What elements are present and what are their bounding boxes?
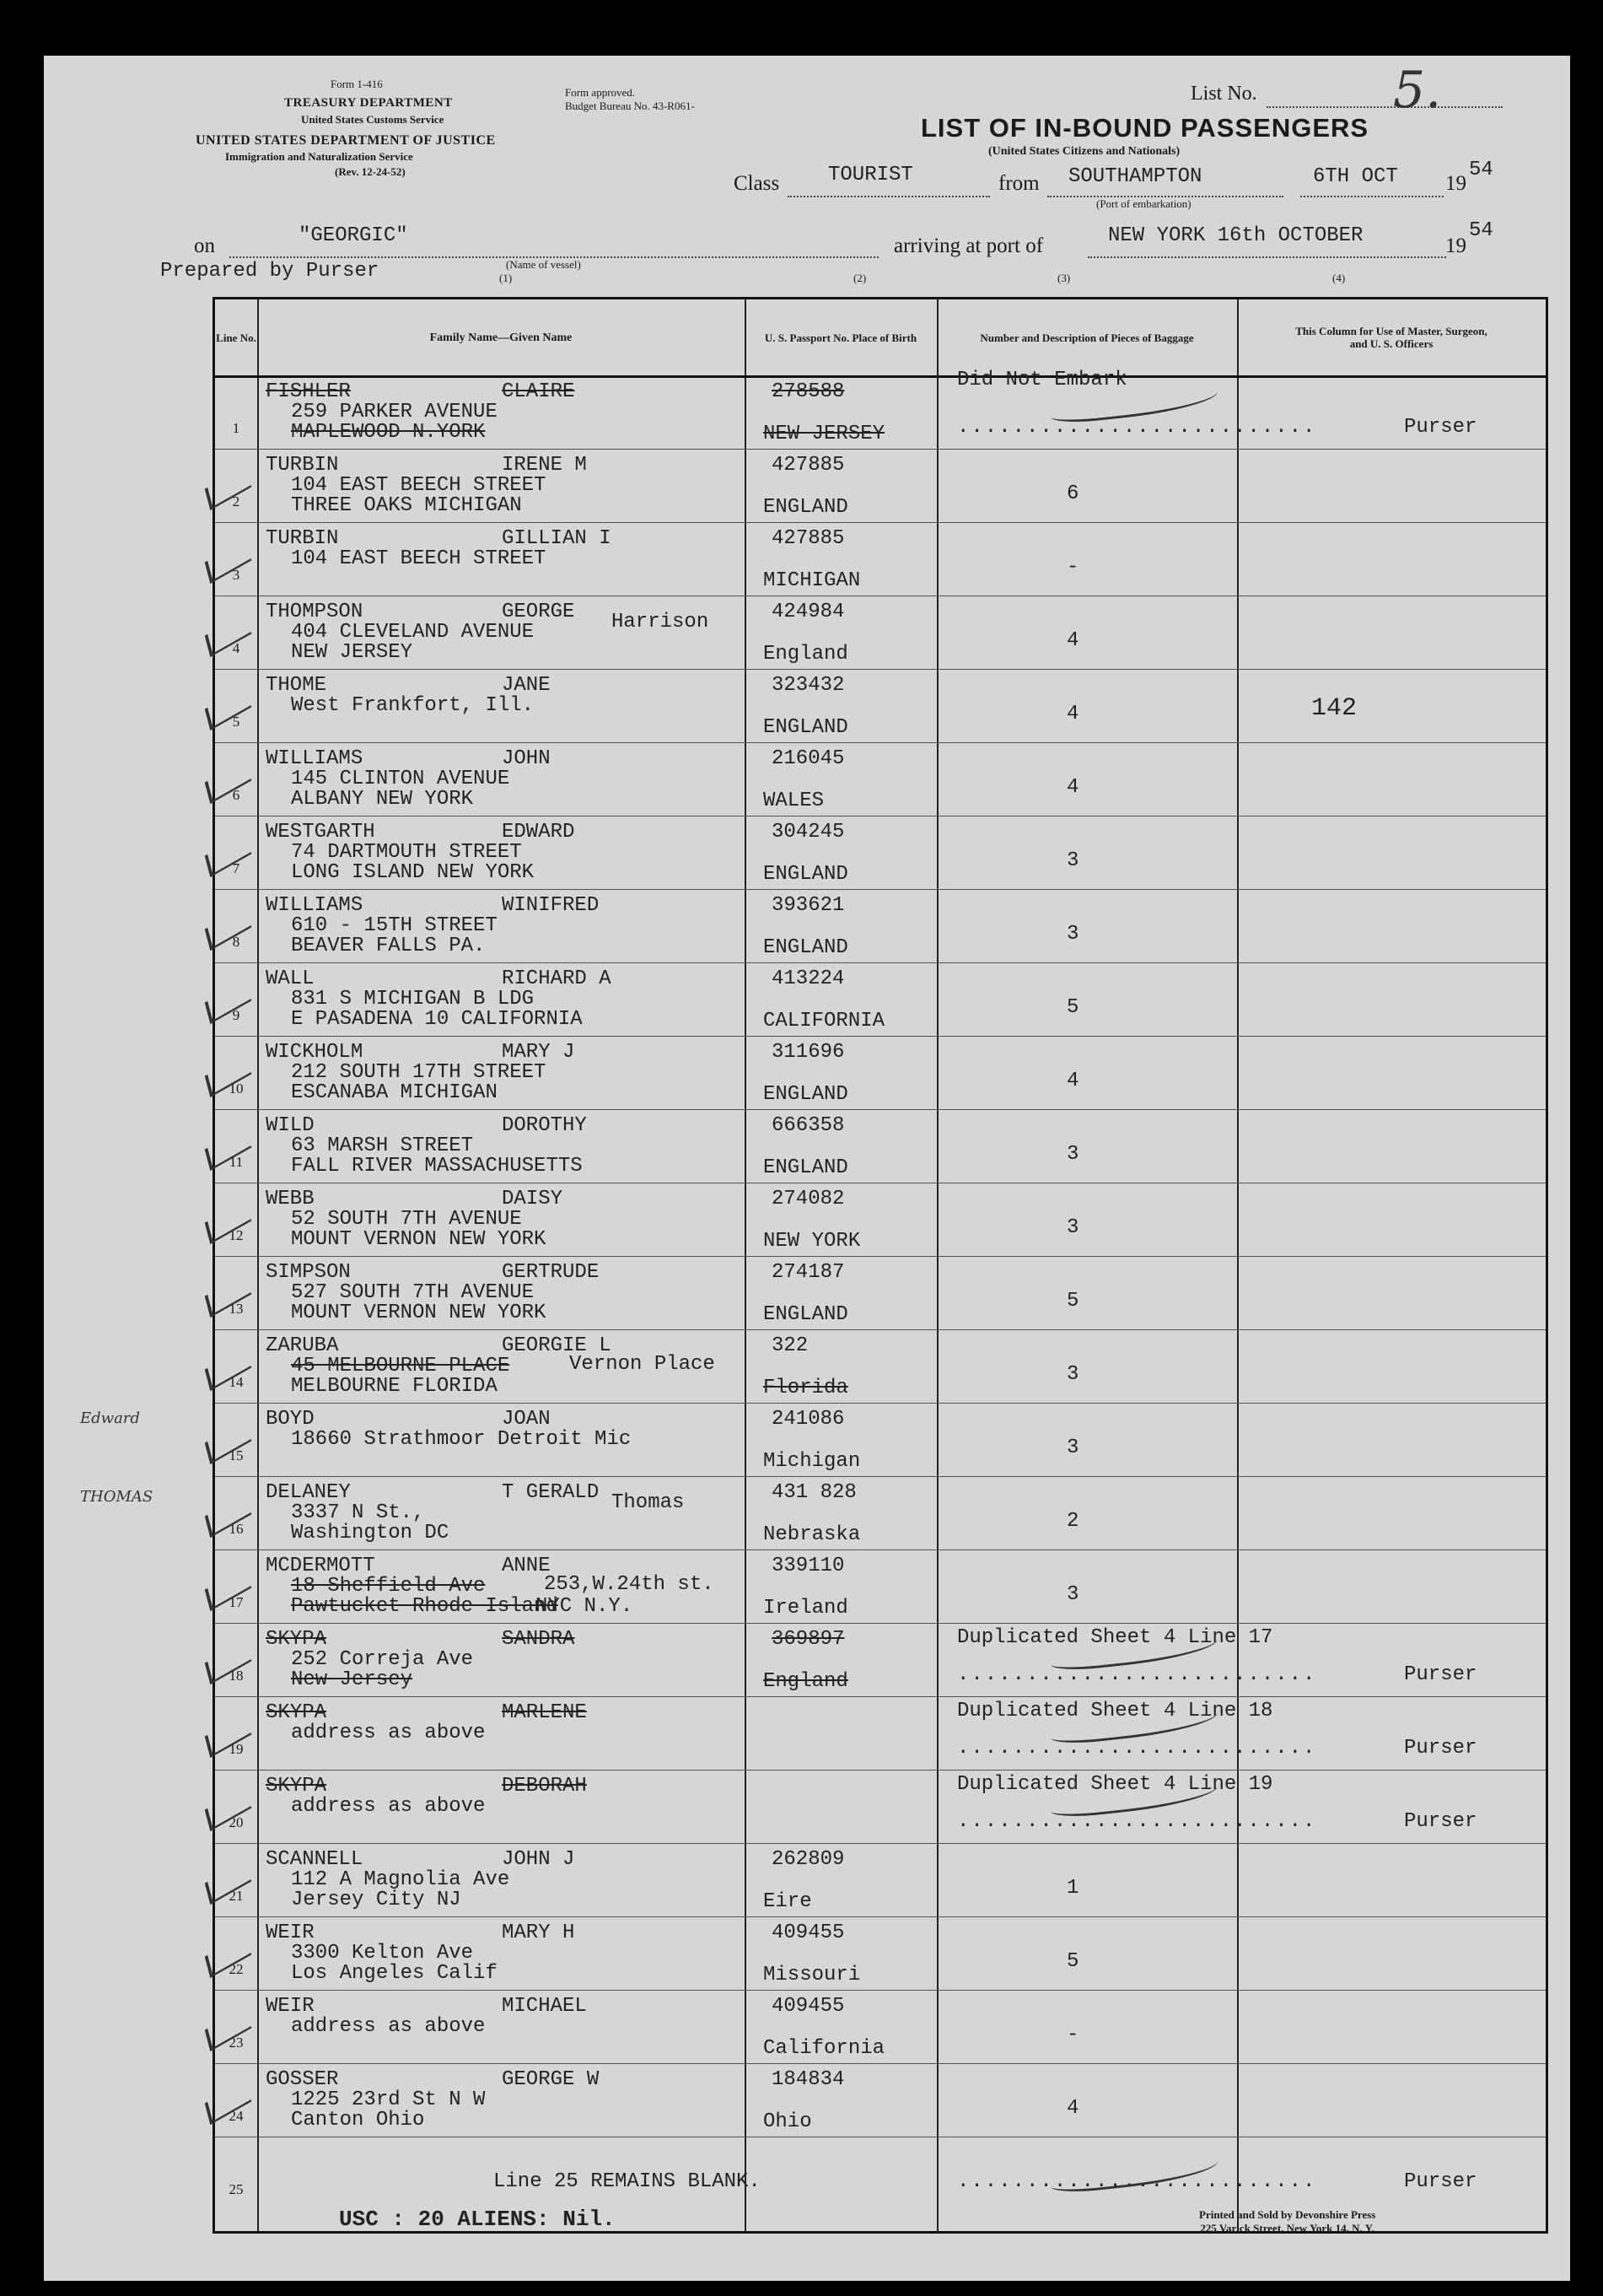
year-prefix: 19 xyxy=(1445,172,1466,195)
table-row xyxy=(215,1623,1546,1696)
row-rule xyxy=(215,1329,1546,1330)
address-line-1: 45 MELBOURNE PLACE xyxy=(291,1355,510,1377)
address-line-1: 3337 N St., xyxy=(291,1501,425,1524)
place-of-birth: Ohio xyxy=(763,2110,812,2133)
family-name: WEBB xyxy=(266,1188,315,1210)
family-name: SCANNELL xyxy=(266,1848,363,1871)
place-of-birth: England xyxy=(763,643,848,666)
address-line-1: address as above xyxy=(291,1722,486,1744)
row-rule xyxy=(215,962,1546,963)
place-of-birth: ENGLAND xyxy=(763,1083,848,1106)
name-addition: Harrison xyxy=(611,611,709,633)
passport-number: 427885 xyxy=(772,454,845,477)
name-addition: Thomas xyxy=(611,1491,685,1514)
family-name: SKYPA xyxy=(266,1701,327,1724)
passenger-table xyxy=(80,297,1548,2234)
line-number: 16 xyxy=(229,1521,244,1537)
row-rule xyxy=(215,816,1546,817)
given-name: MARLENE xyxy=(502,1701,587,1724)
address-line-1: 18 Sheffield Ave xyxy=(291,1575,486,1598)
given-name: T GERALD xyxy=(502,1481,600,1504)
purser-label: Purser xyxy=(1404,1663,1477,1686)
family-name: SKYPA xyxy=(266,1628,327,1651)
line-number: 10 xyxy=(229,1081,244,1097)
passport-number: 427885 xyxy=(772,527,845,550)
vessel-caption: (Name of vessel) xyxy=(506,258,581,271)
table-row xyxy=(215,1183,1546,1256)
given-name: MICHAEL xyxy=(502,1995,587,2018)
row-rule xyxy=(215,1770,1546,1771)
table-row xyxy=(215,889,1546,962)
line-number: 25 xyxy=(229,2181,244,2197)
family-name: WALL xyxy=(266,967,315,990)
address-line-1: 104 EAST BEECH STREET xyxy=(291,547,546,570)
line-number: 8 xyxy=(232,934,240,950)
table-row xyxy=(215,816,1546,889)
table-row xyxy=(215,1916,1546,1990)
address-line-2: Los Angeles Calif xyxy=(291,1962,498,1985)
row-rule xyxy=(215,1623,1546,1624)
address-line-2: NEW JERSEY xyxy=(291,641,413,664)
col-line-no: Line No. xyxy=(216,331,256,344)
table-row xyxy=(215,2063,1546,2137)
family-name: SKYPA xyxy=(266,1775,327,1797)
page-subtitle: (United States Citizens and Nationals) xyxy=(988,145,1181,158)
year-value: 54 xyxy=(1469,159,1493,181)
passport-number: 322 xyxy=(772,1334,809,1357)
on-label: on xyxy=(194,234,215,257)
family-name: WILLIAMS xyxy=(266,894,363,917)
baggage-count: 6 xyxy=(1067,482,1079,505)
budget-bureau: Budget Bureau No. 43-R061- xyxy=(565,100,695,112)
baggage-count: 3 xyxy=(1067,1143,1079,1166)
passport-number: 339110 xyxy=(772,1555,845,1577)
table-row xyxy=(215,1036,1546,1109)
line-number: 15 xyxy=(229,1447,244,1463)
baggage-count: - xyxy=(1067,556,1079,579)
usc-aliens: USC : 20 ALIENS: Nil. xyxy=(339,2207,616,2232)
table-row xyxy=(215,1770,1546,1843)
line-number: 1 xyxy=(232,420,240,436)
given-name: MARY H xyxy=(502,1921,575,1944)
family-name: WEIR xyxy=(266,1995,315,2018)
margin-annotation: THOMAS xyxy=(80,1488,153,1506)
place-of-birth: ENGLAND xyxy=(763,936,848,959)
col-officers: This Column for Use of Master, Surgeon, and U. S. Officers xyxy=(1295,325,1487,350)
given-name: GEORGE xyxy=(502,601,575,623)
address-line-2: ALBANY NEW YORK xyxy=(291,788,474,811)
passport-number: 413224 xyxy=(772,967,845,990)
purser-label: Purser xyxy=(1404,416,1477,439)
dotted-leader: .......................... xyxy=(957,1810,1317,1833)
line-number: 18 xyxy=(229,1668,244,1684)
family-name: WEIR xyxy=(266,1921,315,1944)
address-line-1: 18660 Strathmoor Detroit Mic xyxy=(291,1428,632,1451)
passport-number: 666358 xyxy=(772,1114,845,1137)
line-number: 24 xyxy=(229,2108,244,2124)
passport-number: 278588 xyxy=(772,380,845,403)
given-name: WINIFRED xyxy=(502,894,600,917)
dotted-leader: .......................... xyxy=(957,1737,1317,1760)
duplicate-note: Duplicated Sheet 4 Line 18 xyxy=(957,1700,1273,1722)
line-number: 4 xyxy=(232,640,240,656)
prepared-by: Prepared by Purser xyxy=(160,260,379,283)
baggage-count: 4 xyxy=(1067,2097,1079,2120)
baggage-count: 4 xyxy=(1067,776,1079,799)
list-no-label: List No. xyxy=(1191,83,1257,105)
baggage-count: 3 xyxy=(1067,1363,1079,1386)
baggage-count: 3 xyxy=(1067,923,1079,946)
place-of-birth: ENGLAND xyxy=(763,496,848,519)
printer-line-2: 225 Varick Street, New York 14, N. Y. xyxy=(1200,2222,1375,2234)
row-rule xyxy=(215,669,1546,670)
page-title: LIST OF IN-BOUND PASSENGERS xyxy=(921,113,1369,143)
address-line-2: THREE OAKS MICHIGAN xyxy=(291,494,522,517)
passport-number: 274187 xyxy=(772,1261,845,1284)
manifest-page xyxy=(44,56,1570,2281)
row-rule xyxy=(215,449,1546,450)
passport-number: 241086 xyxy=(772,1408,845,1431)
given-name: DAISY xyxy=(502,1188,563,1210)
row-rule xyxy=(215,1476,1546,1477)
passport-number: 409455 xyxy=(772,1921,845,1944)
baggage-count: 2 xyxy=(1067,1510,1079,1533)
caption-3: (3) xyxy=(1057,272,1071,284)
dotted-leader: .......................... xyxy=(957,1663,1317,1686)
place-of-birth: Ireland xyxy=(763,1597,848,1620)
given-name: DEBORAH xyxy=(502,1775,587,1797)
baggage-count: 1 xyxy=(1067,1877,1079,1900)
family-name: TURBIN xyxy=(266,527,339,550)
family-name: SIMPSON xyxy=(266,1261,351,1284)
address-line-1: 104 EAST BEECH STREET xyxy=(291,474,546,497)
revision: (Rev. 12-24-52) xyxy=(335,165,406,178)
baggage-count: 5 xyxy=(1067,1950,1079,1973)
baggage-count: - xyxy=(1067,2024,1079,2046)
family-name: THOMPSON xyxy=(266,601,363,623)
table-row xyxy=(215,369,1546,449)
class-value: TOURIST xyxy=(828,164,913,186)
table-row xyxy=(215,1696,1546,1770)
given-name: ANNE xyxy=(502,1555,551,1577)
address-line-2: BEAVER FALLS PA. xyxy=(291,935,486,957)
address-line-2: MAPLEWOOD N.YORK xyxy=(291,421,486,444)
table-row xyxy=(215,1843,1546,1916)
table-row xyxy=(215,1256,1546,1329)
col-baggage: Number and Description of Pieces of Baggage xyxy=(980,331,1194,344)
family-name: WESTGARTH xyxy=(266,821,375,843)
passport-number: 304245 xyxy=(772,821,845,843)
from-value: SOUTHAMPTON xyxy=(1068,165,1202,188)
address-line-1: 404 CLEVELAND AVENUE xyxy=(291,621,535,644)
passport-number: 323432 xyxy=(772,674,845,697)
line-number: 22 xyxy=(229,1961,244,1977)
row-rule xyxy=(215,1036,1546,1037)
duplicate-note: Duplicated Sheet 4 Line 19 xyxy=(957,1773,1273,1796)
table-row xyxy=(215,522,1546,596)
immigration-heading: Immigration and Naturalization Service xyxy=(225,150,413,163)
table-row xyxy=(80,1476,1546,1550)
given-name: SANDRA xyxy=(502,1628,575,1651)
passport-number: 311696 xyxy=(772,1041,845,1064)
purser-label: Purser xyxy=(1404,1810,1477,1833)
address-line-1: 145 CLINTON AVENUE xyxy=(291,768,510,790)
family-name: WICKHOLM xyxy=(266,1041,363,1064)
address-line-1: West Frankfort, Ill. xyxy=(291,694,535,717)
table-row xyxy=(215,1550,1546,1623)
family-name: TURBIN xyxy=(266,454,339,477)
dotted-leader: .......................... xyxy=(957,2170,1317,2193)
line-number: 19 xyxy=(229,1741,244,1757)
address-line-2: Pawtucket Rhode Island xyxy=(291,1595,558,1618)
address-line-1: 212 SOUTH 17TH STREET xyxy=(291,1061,546,1084)
given-name: JANE xyxy=(502,674,551,697)
address-line-2: ESCANABA MICHIGAN xyxy=(291,1081,498,1104)
caption-2: (2) xyxy=(853,272,867,284)
row-rule xyxy=(215,522,1546,523)
address-line-1: 74 DARTMOUTH STREET xyxy=(291,841,522,864)
from-label: from xyxy=(998,172,1040,195)
address-line-2: MOUNT VERNON NEW YORK xyxy=(291,1228,546,1251)
given-name: CLAIRE xyxy=(502,380,575,403)
baggage-count: 3 xyxy=(1067,1583,1079,1606)
given-name: JOHN J xyxy=(502,1848,575,1871)
given-name: JOHN xyxy=(502,747,551,770)
purser-label: Purser xyxy=(1404,2170,1477,2193)
passport-number: 262809 xyxy=(772,1848,845,1871)
place-of-birth: England xyxy=(763,1670,848,1693)
table-row xyxy=(215,596,1546,669)
address-line-1: 112 A Magnolia Ave xyxy=(291,1868,510,1891)
given-name: GILLIAN I xyxy=(502,527,611,550)
table-row xyxy=(215,1109,1546,1183)
margin-annotation: Edward xyxy=(80,1409,140,1427)
from-date: 6TH OCT xyxy=(1313,165,1398,188)
given-name: IRENE M xyxy=(502,454,587,477)
family-name: ZARUBA xyxy=(266,1334,339,1357)
given-name: GERTRUDE xyxy=(502,1261,600,1284)
address-line-1: 52 SOUTH 7TH AVENUE xyxy=(291,1208,522,1231)
printer-credit xyxy=(1199,2208,1375,2235)
given-name: RICHARD A xyxy=(502,967,611,990)
family-name: WILD xyxy=(266,1114,315,1137)
line-number: 13 xyxy=(229,1301,244,1317)
family-name: THOME xyxy=(266,674,327,697)
place-of-birth: Michigan xyxy=(763,1450,861,1473)
place-of-birth: ENGLAND xyxy=(763,1156,848,1179)
baggage-count: 5 xyxy=(1067,1290,1079,1312)
arriving-label: arriving at port of xyxy=(894,234,1044,257)
table-row xyxy=(80,1403,1546,1476)
line-number: 6 xyxy=(232,787,240,803)
address-correction: 253,W.24th st. xyxy=(544,1573,714,1596)
printer-line-1: Printed and Sold by Devonshire Press xyxy=(1199,2208,1376,2221)
row-rule xyxy=(215,1109,1546,1110)
vessel-name: "GEORGIC" xyxy=(299,224,408,247)
address-line-2: LONG ISLAND NEW YORK xyxy=(291,861,535,884)
place-of-birth: NEW YORK xyxy=(763,1230,861,1253)
address-line-1: 1225 23rd St N W xyxy=(291,2088,486,2111)
given-name: MARY J xyxy=(502,1041,575,1064)
table-row xyxy=(215,1329,1546,1403)
line-number: 17 xyxy=(229,1594,244,1610)
dotted-leader: .......................... xyxy=(957,416,1317,439)
justice-heading: UNITED STATES DEPARTMENT OF JUSTICE xyxy=(196,133,496,148)
duplicate-note: Duplicated Sheet 4 Line 17 xyxy=(957,1626,1273,1649)
baggage-count: 3 xyxy=(1067,1216,1079,1239)
passport-number: 431 828 xyxy=(772,1481,857,1504)
line-number: 23 xyxy=(229,2035,244,2051)
baggage-count: 4 xyxy=(1067,629,1079,652)
line25-note: Line 25 REMAINS BLANK. xyxy=(493,2170,761,2193)
address-correction-2: NYC N.Y. xyxy=(535,1595,633,1618)
address-line-2: New Jersey xyxy=(291,1668,413,1691)
passport-number: 393621 xyxy=(772,894,845,917)
place-of-birth: WALES xyxy=(763,790,825,812)
address-line-1: address as above xyxy=(291,1795,486,1818)
baggage-count: 5 xyxy=(1067,996,1079,1019)
caption-1: (1) xyxy=(499,272,513,284)
baggage-count: 4 xyxy=(1067,1070,1079,1092)
row-rule xyxy=(215,889,1546,890)
address-line-1: 63 MARSH STREET xyxy=(291,1135,474,1157)
row-rule xyxy=(215,1916,1546,1917)
place-of-birth: NEW JERSEY xyxy=(763,423,885,445)
address-line-2: E PASADENA 10 CALIFORNIA xyxy=(291,1008,583,1031)
form-approved: Form approved. xyxy=(565,86,636,99)
table-row xyxy=(215,1990,1546,2063)
family-name: FISHLER xyxy=(266,380,351,403)
given-name: GEORGIE L xyxy=(502,1334,611,1357)
address-line-1: 610 - 15TH STREET xyxy=(291,914,498,937)
row-rule xyxy=(215,1256,1546,1257)
row-rule xyxy=(215,1696,1546,1697)
class-label: Class xyxy=(734,172,780,195)
col-name: Family Name—Given Name xyxy=(429,331,573,344)
table-row xyxy=(215,962,1546,1036)
line-number: 21 xyxy=(229,1888,244,1904)
port-caption: (Port of embarkation) xyxy=(1096,197,1191,210)
address-line-2: FALL RIVER MASSACHUSETTS xyxy=(291,1155,583,1178)
list-no-value: 5. xyxy=(1393,61,1442,120)
line-number: 7 xyxy=(232,860,240,876)
line-number: 14 xyxy=(229,1374,244,1390)
family-name: MCDERMOTT xyxy=(266,1555,375,1577)
passport-number: 424984 xyxy=(772,601,845,623)
caption-4: (4) xyxy=(1332,272,1346,284)
given-name: JOAN xyxy=(502,1408,551,1431)
table-row xyxy=(215,742,1546,816)
address-line-1: 831 S MICHIGAN B LDG xyxy=(291,988,535,1011)
place-of-birth: Missouri xyxy=(763,1964,861,1986)
baggage-count: 3 xyxy=(1067,1436,1079,1459)
col-passport: U. S. Passport No. Place of Birth xyxy=(764,331,917,344)
given-name: DOROTHY xyxy=(502,1114,587,1137)
address-line-1: 252 Correja Ave xyxy=(291,1648,474,1671)
line-number: 9 xyxy=(232,1007,240,1023)
purser-label: Purser xyxy=(1404,1737,1477,1760)
place-of-birth: Nebraska xyxy=(763,1523,861,1546)
arrival-year-prefix: 19 xyxy=(1445,234,1466,257)
duplicate-note: Did Not Embark xyxy=(957,369,1127,391)
line-number: 2 xyxy=(232,493,240,509)
line-number: 3 xyxy=(232,567,240,583)
table-row xyxy=(215,2137,1546,2210)
address-line-2: Canton Ohio xyxy=(291,2109,425,2132)
place-of-birth: California xyxy=(763,2037,885,2060)
family-name: DELANEY xyxy=(266,1481,351,1504)
place-of-birth: ENGLAND xyxy=(763,1303,848,1326)
address-line-2: Jersey City NJ xyxy=(291,1889,461,1911)
passport-number: 409455 xyxy=(772,1995,845,2018)
row-rule xyxy=(215,1403,1546,1404)
line-number: 5 xyxy=(232,714,240,730)
family-name: GOSSER xyxy=(266,2068,339,2091)
address-line-2: MOUNT VERNON NEW YORK xyxy=(291,1302,546,1324)
line-number: 11 xyxy=(229,1154,244,1170)
table-row xyxy=(215,669,1546,742)
treasury-heading: TREASURY DEPARTMENT xyxy=(284,96,453,110)
address-line-1: 527 SOUTH 7TH AVENUE xyxy=(291,1281,535,1304)
address-line-2: MELBOURNE FLORIDA xyxy=(291,1375,498,1398)
address-line-1: 259 PARKER AVENUE xyxy=(291,401,498,423)
row-rule xyxy=(215,1843,1546,1844)
place-of-birth: Florida xyxy=(763,1377,848,1399)
address-line-1: 3300 Kelton Ave xyxy=(291,1942,474,1965)
address-line-2: Washington DC xyxy=(291,1522,449,1544)
table-row xyxy=(215,449,1546,522)
line-number: 20 xyxy=(229,1814,244,1830)
row-rule xyxy=(215,2063,1546,2064)
passport-number: 274082 xyxy=(772,1188,845,1210)
arrival-value: NEW YORK 16th OCTOBER xyxy=(1108,224,1364,247)
family-name: BOYD xyxy=(266,1408,315,1431)
given-name: EDWARD xyxy=(502,821,575,843)
place-of-birth: CALIFORNIA xyxy=(763,1010,885,1032)
arrival-year: 54 xyxy=(1469,219,1493,242)
customs-heading: United States Customs Service xyxy=(301,113,444,126)
row-rule xyxy=(215,742,1546,743)
line-number: 12 xyxy=(229,1227,244,1243)
baggage-count: 3 xyxy=(1067,849,1079,872)
address-correction: Vernon Place xyxy=(569,1353,715,1376)
place-of-birth: ENGLAND xyxy=(763,716,848,739)
place-of-birth: Eire xyxy=(763,1890,812,1913)
baggage-count: 4 xyxy=(1067,703,1079,725)
passport-number: 369897 xyxy=(772,1628,845,1651)
row-rule xyxy=(215,1990,1546,1991)
passport-number: 184834 xyxy=(772,2068,845,2091)
passport-number: 216045 xyxy=(772,747,845,770)
family-name: WILLIAMS xyxy=(266,747,363,770)
place-of-birth: MICHIGAN xyxy=(763,569,861,592)
form-number: Form 1-416 xyxy=(331,78,383,90)
officer-mark: 142 xyxy=(1311,694,1358,723)
place-of-birth: ENGLAND xyxy=(763,863,848,886)
address-line-1: address as above xyxy=(291,2015,486,2038)
given-name: GEORGE W xyxy=(502,2068,600,2091)
